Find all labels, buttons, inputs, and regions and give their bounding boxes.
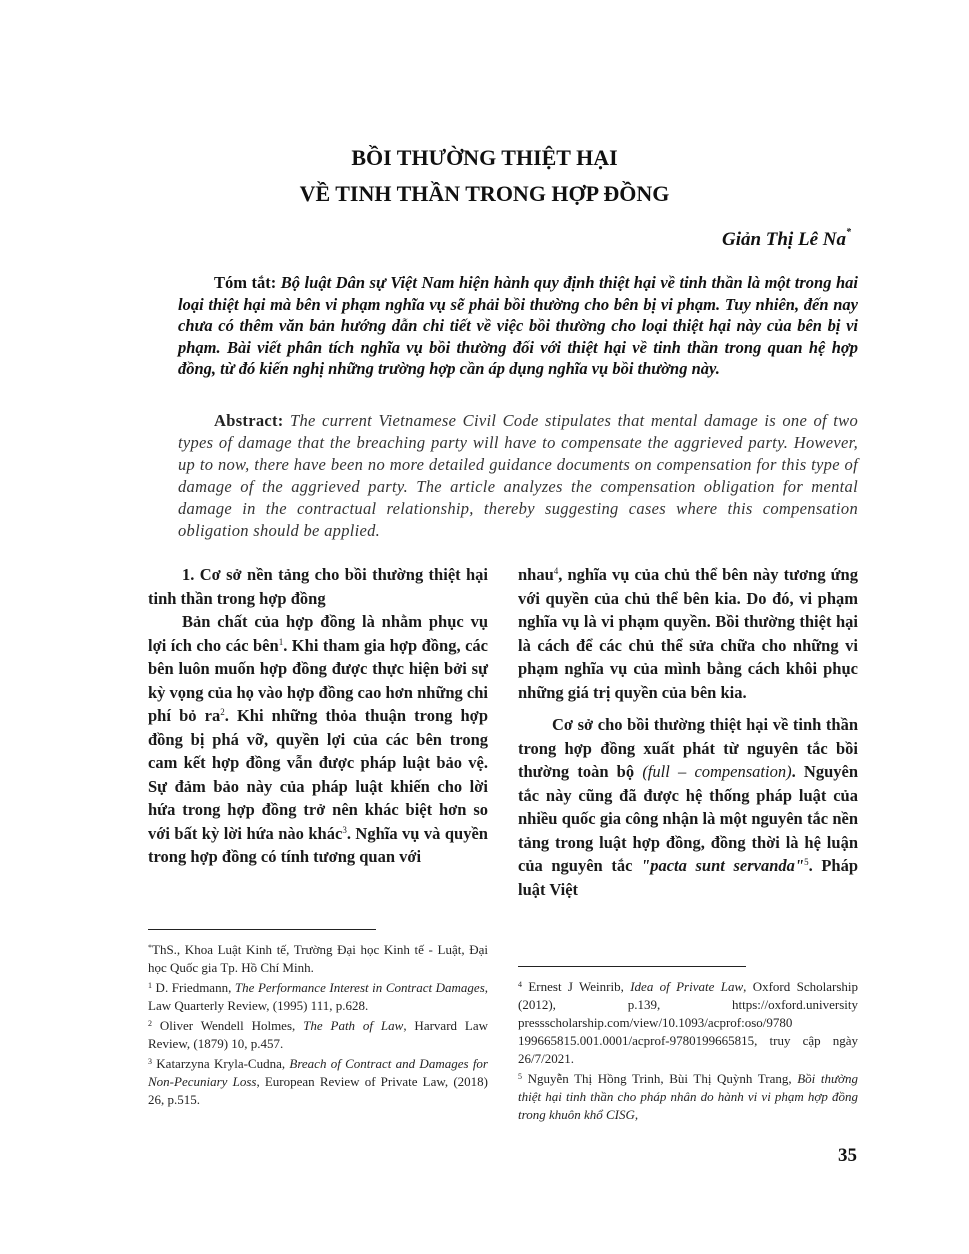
footnote-mark: 5: [518, 1072, 522, 1081]
footnote-divider: [518, 966, 746, 967]
article-title: [0, 140, 969, 212]
footnote-ref[interactable]: 1: [278, 636, 284, 647]
body-text-italic: (full – compensation): [642, 762, 792, 781]
footnote-ref[interactable]: 4: [553, 566, 559, 576]
footnote-ref[interactable]: 5: [804, 857, 809, 867]
footnote-text: ThS., Khoa Luật Kinh tế, Trường Đại học Kinh tế - Luật, Đại học Quốc gia Tp. Hồ Chí Minh.: [148, 942, 488, 975]
footnote-mark: 3: [148, 1057, 152, 1066]
abstract-en-label: Abstract:: [214, 411, 284, 430]
footnote-mark: 2: [148, 1019, 152, 1028]
footnote-title: Idea of Private Law: [630, 979, 744, 994]
body-paragraph: [518, 713, 858, 901]
footnote-text: Ernest J Weinrib,: [522, 979, 631, 994]
footnote: [148, 1055, 488, 1109]
footnote: [518, 978, 858, 1068]
body-column-left: [148, 563, 488, 869]
body-text: nhau: [518, 565, 554, 584]
footnote: [148, 979, 488, 1015]
footnote-text: Katarzyna Kryla-Cudna,: [152, 1056, 290, 1071]
footnote-title: Bồi thường thiệt hại tinh thần cho pháp nhân do hành vi vi phạm hợp đồng trong khuôn khổ CISG,: [518, 1071, 858, 1122]
footnote-text: , Oxford Scholarship (2012), p.139, https://oxford.university pressscholarship.com/view/10.1093/acprof:oso/9780 199665815.001.0001/acprof-9780199665815, truy cập ngày 26/7/2021.: [518, 979, 858, 1066]
body-text: . Pháp luật Việt: [518, 856, 858, 899]
footnote-divider: [148, 929, 376, 930]
footnote-title: The Performance Interest in Contract Damages: [234, 980, 485, 995]
body-text: , nghĩa vụ của chủ thể bên này tương ứng với quyền của chủ thể bên kia. Do đó, vi phạm nghĩa vụ là vi phạm quyền. Bồi thường thiệt hại là cách để các chủ thể sửa chữa cho những vi phạm nghĩa vụ của mình bằng cách khôi phục những giá trị quyền của bên kia.: [518, 565, 858, 702]
body-text: Bản chất của hợp đồng là nhằm phục vụ lợi ích cho các bên: [148, 612, 488, 655]
footnote: [148, 1017, 488, 1053]
footnote-text: D. Friedmann,: [152, 980, 235, 995]
footnote-mark: 4: [518, 980, 522, 989]
footnotes-right: [518, 978, 858, 1126]
author-name: Giản Thị Lê Na: [721, 229, 846, 250]
body-text-quote: "pacta sunt servanda": [641, 856, 805, 875]
title-line-1: BỒI THƯỜNG THIỆT HẠI: [351, 145, 618, 170]
footnote: [148, 941, 488, 977]
author-footnote-mark: *: [846, 227, 851, 238]
body-text: . Khi những thỏa thuận trong hợp đồng bị phá vỡ, quyền lợi của các bên trong cam kết hợp đồng vẫn được pháp luật bảo vệ. Sự đảm bảo này của pháp luật khiến cho lời hứa trong hợp đồng trở nên khác biệt hơn so với bất kỳ lời hứa nào khác: [148, 706, 488, 843]
abstract-vi-text: Bộ luật Dân sự Việt Nam hiện hành quy định thiệt hại về tinh thần là một trong hai loại thiệt hại mà bên vi phạm nghĩa vụ sẽ phải bồi thường cho bên bị vi phạm. Tuy nhiên, đến nay chưa có thêm văn bản hướng dẫn chi tiết về việc bồi thường cho loại thiệt hại này của bên bị vi phạm. Bài viết phân tích nghĩa vụ bồi thường đối với thiệt hại về tinh thần trong quan hệ hợp đồng, từ đó kiến nghị những trường hợp cần áp dụng nghĩa vụ bồi thường này.: [178, 273, 859, 378]
footnote-text: Oliver Wendell Holmes,: [152, 1018, 304, 1033]
footnote-text: Nguyễn Thị Hồng Trinh, Bùi Thị Quỳnh Trang,: [522, 1071, 798, 1086]
abstract-vietnamese: [178, 272, 858, 380]
author-byline: [722, 229, 851, 251]
body-text: Cơ sở cho bồi thường thiệt hại về tinh thần trong hợp đồng xuất phát từ nguyên tắc bồi thường toàn bộ: [518, 715, 858, 781]
footnote-ref[interactable]: 3: [342, 824, 347, 835]
footnote: [518, 1070, 858, 1124]
footnotes-left: [148, 941, 488, 1111]
footnote-mark: *: [148, 943, 152, 952]
footnote-title: Breach of Contract and Damages for Non-Pecuniary Loss: [148, 1056, 488, 1089]
footnote-title: The Path of Law: [303, 1018, 404, 1033]
footnote-text: , Law Quarterly Review, (1995) 111, p.628.: [148, 980, 488, 1013]
body-text: . Khi tham gia hợp đồng, các bên luôn muốn hợp đồng được thực hiện bởi sự kỳ vọng của họ vào hợp đồng cao hơn những chi phí bỏ ra: [148, 635, 488, 725]
body-paragraph: [518, 563, 858, 704]
footnote-text: , European Review of Private Law, (2018) 26, p.515.: [148, 1074, 488, 1107]
abstract-en-text: The current Vietnamese Civil Code stipulates that mental damage is one of two types of damage that the breaching party will have to compensate the aggrieved party. However, up to now, there have been no more detailed guidance documents on compensation for this type of damage of the aggrieved party. The article analyzes the compensation obligation for mental damage in the contractual relationship, thereby suggesting cases where this compensation obligation should be applied.: [178, 411, 858, 540]
body-paragraph: [148, 610, 488, 869]
abstract-vi-label: Tóm tắt:: [214, 273, 277, 292]
section-heading: 1. Cơ sở nền tảng cho bồi thường thiệt hại tinh thần trong hợp đồng: [148, 565, 488, 608]
title-line-2: VỀ TINH THẦN TRONG HỢP ĐỒNG: [299, 181, 670, 206]
page-number: 35: [838, 1145, 857, 1166]
footnote-mark: 1: [148, 981, 152, 990]
body-text: . Nghĩa vụ và quyền trong hợp đồng có tính tương quan với: [148, 823, 488, 866]
body-text: . Nguyên tắc này cũng đã được hệ thống pháp luật của nhiều quốc gia công nhận là một nguyên tắc nền tảng trong luật hợp đồng, đồng thời là hệ luận của nguyên tắc: [518, 762, 859, 875]
footnote-text: , Harvard Law Review, (1879) 10, p.457.: [148, 1018, 488, 1051]
body-column-right: [518, 563, 858, 901]
footnote-ref[interactable]: 2: [220, 707, 225, 717]
abstract-english: [178, 410, 858, 542]
